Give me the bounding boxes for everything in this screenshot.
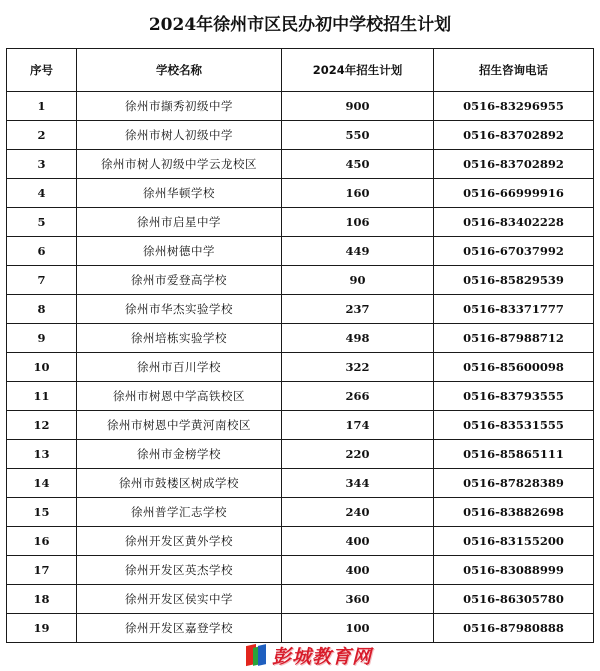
books-logo-icon	[244, 643, 268, 667]
cell-serial-number: 16	[7, 527, 77, 556]
cell-consult-phone: 0516-83296955	[434, 92, 594, 121]
table-row	[7, 324, 594, 353]
header-consult-phone: 招生咨询电话	[434, 49, 594, 92]
cell-school-name: 徐州市金榜学校	[77, 440, 282, 469]
cell-serial-number: 17	[7, 556, 77, 585]
cell-enrollment-plan: 160	[282, 179, 434, 208]
cell-serial-number: 10	[7, 353, 77, 382]
cell-consult-phone: 0516-85600098	[434, 353, 594, 382]
cell-consult-phone: 0516-86305780	[434, 585, 594, 614]
cell-enrollment-plan: 266	[282, 382, 434, 411]
cell-enrollment-plan: 100	[282, 614, 434, 643]
cell-serial-number: 5	[7, 208, 77, 237]
cell-school-name: 徐州树德中学	[77, 237, 282, 266]
cell-consult-phone: 0516-85829539	[434, 266, 594, 295]
table-row	[7, 237, 594, 266]
table-row	[7, 440, 594, 469]
table-row	[7, 382, 594, 411]
cell-enrollment-plan: 240	[282, 498, 434, 527]
cell-school-name: 徐州开发区黄外学校	[77, 527, 282, 556]
cell-enrollment-plan: 344	[282, 469, 434, 498]
header-school-name: 学校名称	[77, 49, 282, 92]
cell-serial-number: 9	[7, 324, 77, 353]
cell-serial-number: 13	[7, 440, 77, 469]
cell-serial-number: 3	[7, 150, 77, 179]
table-row	[7, 295, 594, 324]
cell-serial-number: 2	[7, 121, 77, 150]
cell-enrollment-plan: 400	[282, 556, 434, 585]
cell-enrollment-plan: 174	[282, 411, 434, 440]
cell-enrollment-plan: 90	[282, 266, 434, 295]
cell-enrollment-plan: 498	[282, 324, 434, 353]
cell-serial-number: 1	[7, 92, 77, 121]
table-row	[7, 614, 594, 643]
header-enrollment-plan: 2024年招生计划	[282, 49, 434, 92]
cell-serial-number: 7	[7, 266, 77, 295]
cell-school-name: 徐州市树恩中学高铁校区	[77, 382, 282, 411]
cell-enrollment-plan: 550	[282, 121, 434, 150]
cell-enrollment-plan: 237	[282, 295, 434, 324]
cell-consult-phone: 0516-87988712	[434, 324, 594, 353]
table-row	[7, 208, 594, 237]
table-header-row	[7, 49, 594, 92]
cell-serial-number: 8	[7, 295, 77, 324]
table-row	[7, 498, 594, 527]
table-row	[7, 527, 594, 556]
cell-enrollment-plan: 400	[282, 527, 434, 556]
cell-school-name: 徐州华顿学校	[77, 179, 282, 208]
cell-serial-number: 4	[7, 179, 77, 208]
cell-consult-phone: 0516-83702892	[434, 150, 594, 179]
header-serial-number: 序号	[7, 49, 77, 92]
cell-school-name: 徐州培栋实验学校	[77, 324, 282, 353]
cell-consult-phone: 0516-85865111	[434, 440, 594, 469]
cell-serial-number: 14	[7, 469, 77, 498]
cell-school-name: 徐州市鼓楼区树成学校	[77, 469, 282, 498]
cell-school-name: 徐州市百川学校	[77, 353, 282, 382]
table-row	[7, 469, 594, 498]
cell-consult-phone: 0516-83882698	[434, 498, 594, 527]
watermark-text: 彭城教育网	[272, 645, 373, 668]
table-row	[7, 353, 594, 382]
cell-school-name: 徐州市华杰实验学校	[77, 295, 282, 324]
cell-consult-phone: 0516-83793555	[434, 382, 594, 411]
watermark	[244, 640, 372, 670]
cell-serial-number: 15	[7, 498, 77, 527]
cell-serial-number: 18	[7, 585, 77, 614]
cell-enrollment-plan: 450	[282, 150, 434, 179]
cell-consult-phone: 0516-87980888	[434, 614, 594, 643]
cell-school-name: 徐州市树恩中学黄河南校区	[77, 411, 282, 440]
cell-consult-phone: 0516-87828389	[434, 469, 594, 498]
table-row	[7, 556, 594, 585]
table-row	[7, 266, 594, 295]
table-row	[7, 411, 594, 440]
cell-serial-number: 11	[7, 382, 77, 411]
cell-school-name: 徐州市树人初级中学云龙校区	[77, 150, 282, 179]
cell-consult-phone: 0516-83371777	[434, 295, 594, 324]
table-row	[7, 150, 594, 179]
page-title: 2024年徐州市区民办初中学校招生计划	[148, 15, 452, 35]
cell-enrollment-plan: 900	[282, 92, 434, 121]
cell-enrollment-plan: 360	[282, 585, 434, 614]
table-row	[7, 121, 594, 150]
cell-serial-number: 19	[7, 614, 77, 643]
cell-serial-number: 6	[7, 237, 77, 266]
cell-enrollment-plan: 106	[282, 208, 434, 237]
table-row	[7, 92, 594, 121]
cell-consult-phone: 0516-83155200	[434, 527, 594, 556]
cell-consult-phone: 0516-66999916	[434, 179, 594, 208]
cell-school-name: 徐州开发区嘉登学校	[77, 614, 282, 643]
cell-school-name: 徐州市爱登高学校	[77, 266, 282, 295]
cell-consult-phone: 0516-83402228	[434, 208, 594, 237]
cell-consult-phone: 0516-83702892	[434, 121, 594, 150]
table-body	[7, 92, 594, 643]
cell-enrollment-plan: 322	[282, 353, 434, 382]
cell-enrollment-plan: 220	[282, 440, 434, 469]
cell-school-name: 徐州市树人初级中学	[77, 121, 282, 150]
cell-consult-phone: 0516-83531555	[434, 411, 594, 440]
cell-school-name: 徐州普学汇志学校	[77, 498, 282, 527]
cell-school-name: 徐州开发区英杰学校	[77, 556, 282, 585]
cell-school-name: 徐州市撷秀初级中学	[77, 92, 282, 121]
enrollment-plan-table	[6, 48, 594, 643]
cell-enrollment-plan: 449	[282, 237, 434, 266]
table-row	[7, 585, 594, 614]
cell-consult-phone: 0516-67037992	[434, 237, 594, 266]
cell-school-name: 徐州市启星中学	[77, 208, 282, 237]
cell-consult-phone: 0516-83088999	[434, 556, 594, 585]
table-row	[7, 179, 594, 208]
cell-serial-number: 12	[7, 411, 77, 440]
cell-school-name: 徐州开发区侯实中学	[77, 585, 282, 614]
